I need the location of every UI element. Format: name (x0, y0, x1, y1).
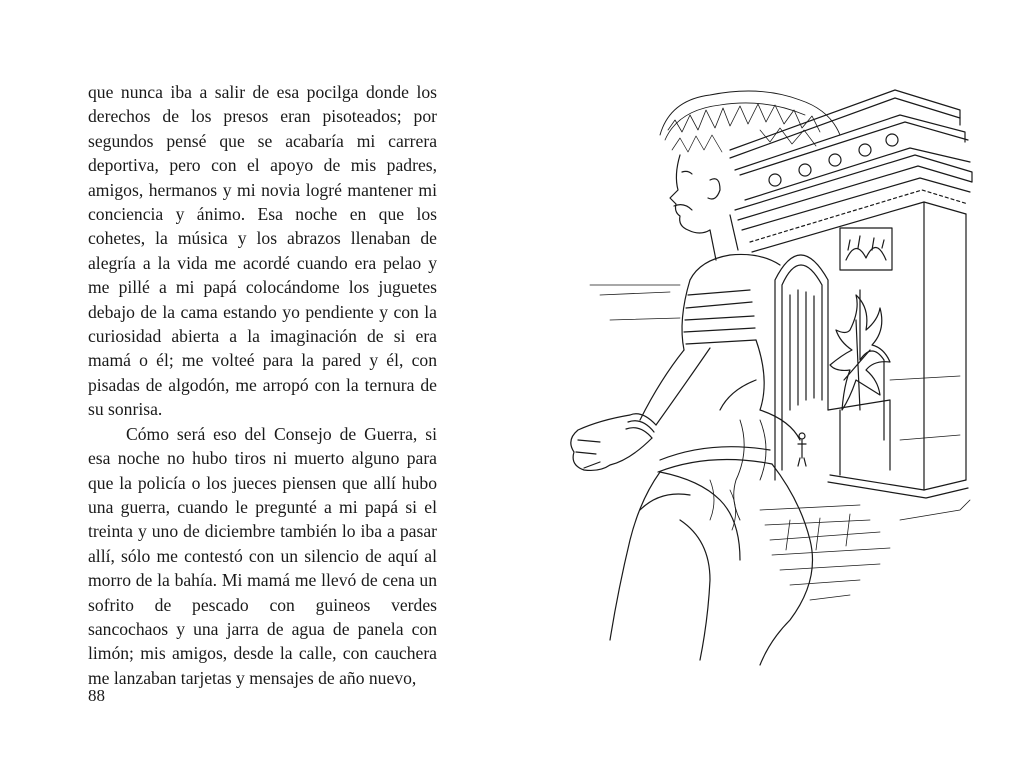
paragraph-2: Cómo será eso del Consejo de Guerra, si esa noche no hubo tiros ni muerto alguno para que la policía o los jueces piensen que allí hubo una guerra, cuando le pregunté a mi papá si el treinta y uno de diciembre también lo iba a pasar allí, sólo me contestó con un silencio de aquí al morro de la bahía. Mi mamá me llevó de cena un sofrito de pescado con guineos verdes sancochaos y una jarra de agua de panela con limón; mis amigos, desde la calle, con cauchera me lanzaban tarjetas y mensajes de año nuevo, (88, 423, 437, 688)
page-number: 88 (88, 686, 105, 705)
illustration (560, 80, 990, 670)
man-figure (571, 91, 840, 665)
body-text (88, 80, 437, 690)
paragraph-1: que nunca iba a salir de esa pocilga donde los derechos de los presos eran pisoteados; por segundos pensé que se acabaría mi carrera deportiva, pero con el apoyo de mis padres, amigos, hermanos y mi novia logré mantener mi conciencia y ánimo. Esa noche en que los cohetes, la música y los abrazos llenaban de alegría a la vida me acordé cuando era pelao y me pillé a mi papá colocándome los juguetes debajo de la cama estando yo pendiente y con la curiosidad abierta a la imaginación de si era mamá o él; me volteé para la pared y él, con pisadas de algodón, me arropó con la ternura de su sonrisa. (88, 82, 437, 420)
pavement-strokes (760, 500, 970, 600)
